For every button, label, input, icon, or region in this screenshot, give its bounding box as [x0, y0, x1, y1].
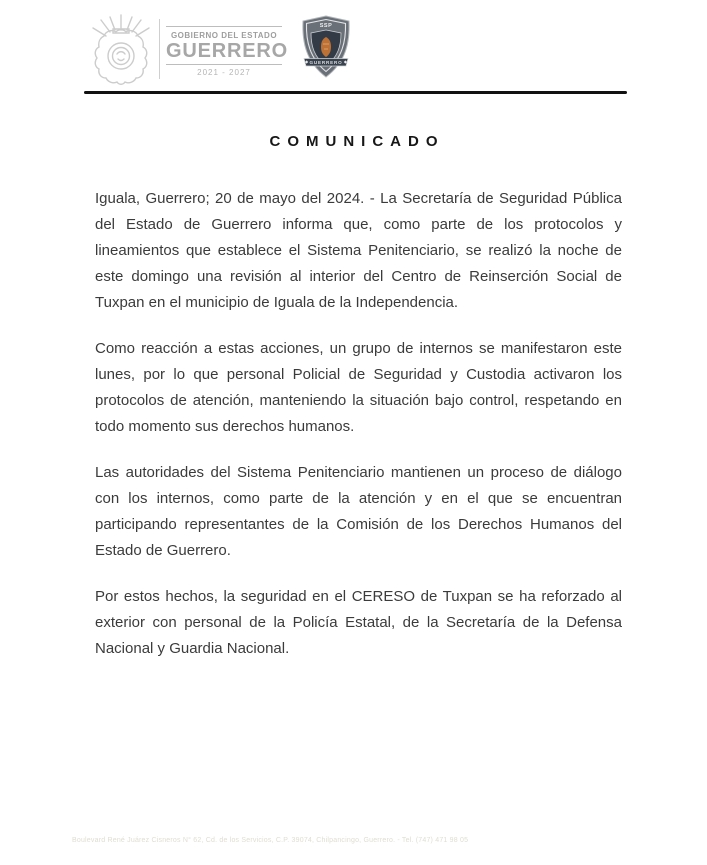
body-paragraph-4: Por estos hechos, la seguridad en el CERESO de Tuxpan se ha reforzado al exterior con personal de la Policía Estatal, de la Secretaría de la Defensa Nacional y Guardia Nacional. [95, 588, 622, 657]
header-divider [159, 19, 160, 79]
government-term: 2021 - 2027 [197, 68, 251, 77]
document-body [95, 186, 622, 682]
ssp-guerrero-badge [297, 13, 355, 81]
state-name: GUERRERO [166, 40, 288, 62]
footer-address: Boulevard René Juárez Cisneros N° 62, Cd. de los Servicios, C.P. 39074, Chilpancingo, Guerrero. - Tel. (747) 471 98 05 [72, 837, 469, 844]
badge-top-label: SSP [319, 23, 333, 29]
government-line: GOBIERNO DEL ESTADO [170, 31, 278, 40]
header-black-rule [84, 91, 627, 94]
body-paragraph-1: Iguala, Guerrero; 20 de mayo del 2024. - La Secretaría de Seguridad Pública del Estado de Guerrero informa que, como parte de los protocolos y lineamientos que establece el Sistema Penitenciario, se realizó la noche de este domingo una revisión al interior del Centro de Reinserción Social de Tuxpan en el municipio de Iguala de la Independencia. [95, 190, 622, 311]
body-paragraph-3: Las autoridades del Sistema Penitenciario mantienen un proceso de diálogo con los internos, como parte de la atención y en el que se encuentran participando representantes de la Comisión de los Derechos Humanos del Estado de Guerrero. [95, 464, 622, 559]
badge-banner-label: GUERRERO [309, 60, 343, 65]
document-title: COMUNICADO [269, 133, 445, 150]
government-wordmark [166, 26, 288, 77]
body-paragraph-2: Como reacción a estas acciones, un grupo de internos se manifestaron este lunes, por lo que personal Policial de Seguridad y Custodia activaron los protocolos de atención, manteniendo la situación bajo control, respetando en todo momento sus derechos humanos. [95, 340, 622, 435]
guerrero-coat-of-arms-logo [86, 12, 156, 86]
